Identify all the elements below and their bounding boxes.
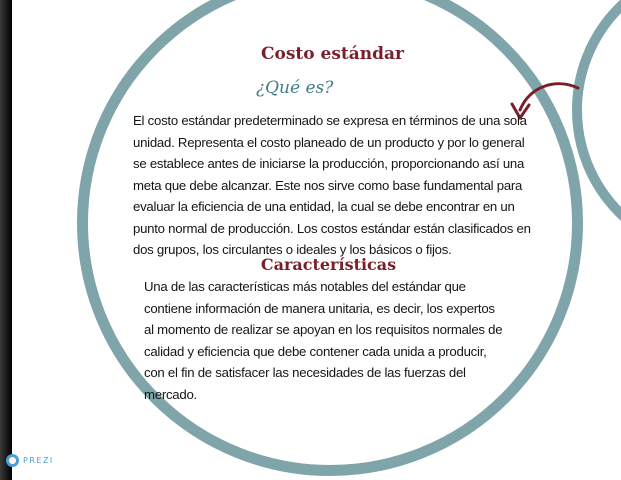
slide-title: Costo estándar — [260, 44, 405, 64]
section-title-caracteristicas: Características — [260, 255, 397, 274]
definition-paragraph: El costo estándar predeterminado se expresa en términos de una sola unidad. Representa el costo planeado de un producto y por lo general se establece antes de iniciarse la producción, proporcionando así una meta que debe alcanzar. Este nos sirve como base fundamental para evaluar la eficiencia de una entidad, la cual se debe encontrar en un punto normal de producción. Los costos estándar están clasificados en dos grupos, los circulantes o ideales y los básicos o fijos. — [133, 113, 531, 257]
prezi-logo-text: PREZI — [23, 455, 54, 465]
left-frame-bar — [0, 0, 12, 480]
prezi-icon — [6, 454, 19, 467]
prezi-logo[interactable] — [6, 453, 54, 467]
characteristics-paragraph: Una de las características más notables del estándar que contiene información de manera unitaria, es decir, los expertos al momento de realizar se apoyan en los requisitos normales de calidad y eficiencia que debe contener cada unida a producir, con el fin de satisfacer las necesidades de las fuerzas del mercado. — [144, 279, 503, 402]
slide-subtitle: ¿Qué es? — [256, 78, 334, 98]
